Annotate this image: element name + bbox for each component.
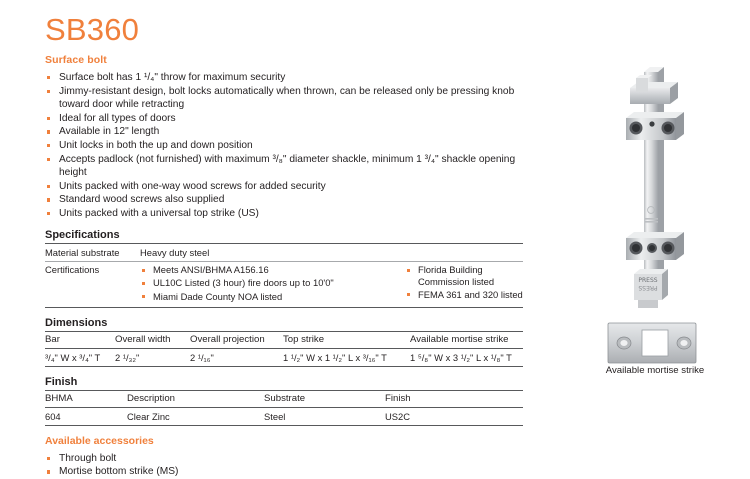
knob-press-label: PRESS [638,277,658,284]
dimension-value: 2 ¹/₃₂" [115,351,140,363]
table-header-row [45,331,523,349]
finish-cell: Clear Zinc [127,410,170,422]
certifications-column-left [140,261,405,307]
column-header: Finish [385,393,411,405]
product-subtitle: Surface bolt [45,54,107,66]
spec-label: Certifications [45,264,100,276]
finish-cell: 604 [45,410,61,422]
finish-cell: US2C [385,410,411,422]
column-header: Substrate [264,393,306,405]
table-row [45,349,523,367]
mortise-strike-illustration [600,315,710,370]
dimension-value: 1 ¹/₂" W x 1 ¹/₂" L x ³/₁₆" T [283,351,387,363]
mortise-strike-image [600,315,710,370]
svg-text:PRESS: PRESS [638,284,658,291]
list-item: UL10C Listed (3 hour) fire doors up to 10'0" [140,277,405,289]
features-list [45,71,525,220]
page-title: SB360 [45,12,140,47]
list-item: Units packed with a universal top strike (US) [45,207,525,220]
dimensions-heading: Dimensions [45,316,108,329]
spec-value: Heavy duty steel [140,246,210,258]
list-item: Jimmy-resistant design, bolt locks automatically when thrown, can be released only be pressing knob toward door while retracting [45,85,525,112]
table-row [45,244,523,262]
list-item-sub: Standard wood screws also supplied [45,193,525,206]
list-item: Ideal for all types of doors [45,112,525,125]
column-header: Overall width [115,334,171,346]
dimension-value: ³/₄" W x ³/₄" T [45,351,101,363]
table-row [45,261,523,307]
table-header-row [45,390,523,408]
certifications-column-right [405,261,523,307]
list-item: Accepts padlock (not furnished) with maximum ³/₈" diameter shackle, minimum 1 ³/₄" shackle opening height [45,153,525,180]
list-item: Unit locks in both the up and down position [45,139,525,152]
spec-label: Material substrate [45,246,120,258]
surface-bolt-image [600,60,710,310]
specifications-table [45,243,523,307]
mortise-strike-caption: Available mortise strike [605,365,705,376]
column-header: Overall projection [190,334,265,346]
column-header: BHMA [45,393,73,405]
finish-heading: Finish [45,375,78,388]
table-row [45,408,523,426]
finish-table [45,390,523,426]
list-item: Miami Dade County NOA listed [140,291,405,303]
list-item: Mortise bottom strike (MS) [45,465,525,478]
accessories-list [45,452,525,479]
specifications-heading: Specifications [45,229,120,242]
column-header: Description [127,393,175,405]
list-item: Available in 12" length [45,125,525,138]
list-item: Units packed with one-way wood screws for added security [45,180,525,193]
dimension-value: 2 ¹/₁₆" [190,351,214,363]
dimension-value: 1 ⁵/₈" W x 3 ¹/₂" L x ¹/₈" T [410,351,512,363]
list-item: Meets ANSI/BHMA A156.16 [140,264,405,276]
surface-bolt-illustration [600,60,710,310]
accessories-heading: Available accessories [45,434,154,447]
content-column [45,12,525,479]
list-item: FEMA 361 and 320 listed [405,289,523,301]
dimensions-table [45,331,523,367]
column-header: Bar [45,334,60,346]
list-item: Surface bolt has 1 ¹/₄" throw for maximum security [45,71,525,84]
finish-cell: Steel [264,410,286,422]
column-header: Available mortise strike [410,334,509,346]
column-header: Top strike [283,334,325,346]
list-item: Florida Building Commission listed [405,264,523,287]
list-item: Through bolt [45,452,525,465]
